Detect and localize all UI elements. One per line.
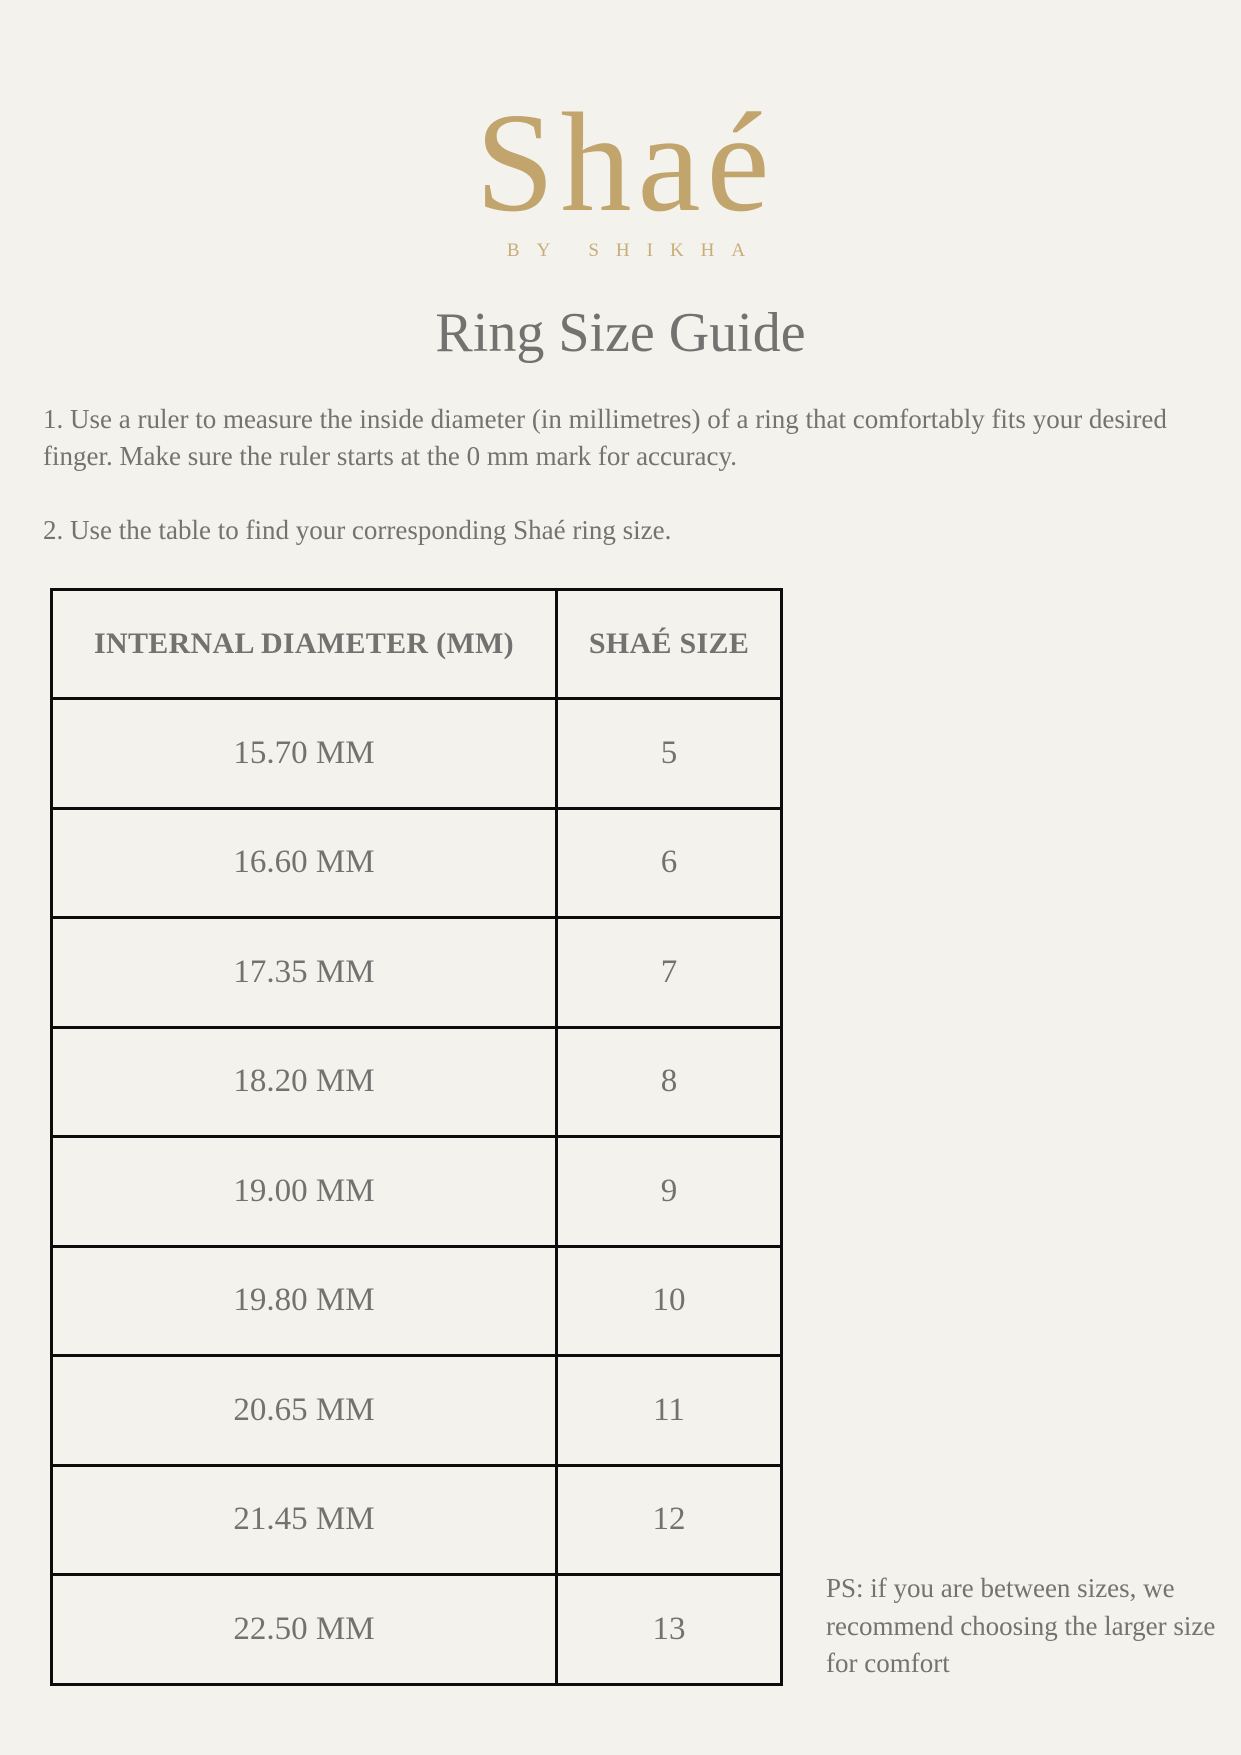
table-row bbox=[52, 808, 782, 918]
diameter-cell: 20.65 MM bbox=[52, 1356, 557, 1466]
size-cell: 9 bbox=[557, 1137, 782, 1247]
size-cell: 6 bbox=[557, 808, 782, 918]
size-cell: 11 bbox=[557, 1356, 782, 1466]
size-cell: 7 bbox=[557, 918, 782, 1028]
diameter-cell: 15.70 MM bbox=[52, 699, 557, 809]
page-title: Ring Size Guide bbox=[435, 302, 806, 364]
logo-tagline: BY SHIKHA bbox=[506, 240, 763, 261]
instruction-step-1: 1. Use a ruler to measure the inside diameter (in millimetres) of a ring that comfortably fits your desired finger. Make sure the ruler starts at the 0 mm mark for accuracy. bbox=[43, 404, 1167, 471]
instruction-step-2: 2. Use the table to find your corresponding Shaé ring size. bbox=[43, 515, 672, 545]
header-internal-diameter: INTERNAL DIAMETER (MM) bbox=[52, 590, 557, 699]
ring-size-table bbox=[50, 588, 783, 1686]
diameter-cell: 22.50 MM bbox=[52, 1575, 557, 1685]
size-cell: 8 bbox=[557, 1027, 782, 1137]
table-header-row bbox=[52, 590, 782, 699]
table-row bbox=[52, 918, 782, 1028]
size-cell: 5 bbox=[557, 699, 782, 809]
table-row bbox=[52, 1137, 782, 1247]
instructions bbox=[43, 401, 1203, 549]
table-row bbox=[52, 1027, 782, 1137]
table-row bbox=[52, 1575, 782, 1685]
diameter-cell: 17.35 MM bbox=[52, 918, 557, 1028]
brand-logo bbox=[0, 83, 1241, 262]
size-cell: 12 bbox=[557, 1465, 782, 1575]
table-row bbox=[52, 1465, 782, 1575]
sizing-tip-note: PS: if you are between sizes, we recommend choosing the larger size for comfort bbox=[826, 1573, 1216, 1678]
table-row bbox=[52, 1246, 782, 1356]
diameter-cell: 16.60 MM bbox=[52, 808, 557, 918]
size-cell: 13 bbox=[557, 1575, 782, 1685]
logo-wordmark: Shaé bbox=[475, 83, 776, 241]
diameter-cell: 21.45 MM bbox=[52, 1465, 557, 1575]
diameter-cell: 19.80 MM bbox=[52, 1246, 557, 1356]
diameter-cell: 19.00 MM bbox=[52, 1137, 557, 1247]
diameter-cell: 18.20 MM bbox=[52, 1027, 557, 1137]
table-row bbox=[52, 699, 782, 809]
header-shae-size: SHAÉ SIZE bbox=[557, 590, 782, 699]
table-row bbox=[52, 1356, 782, 1466]
size-cell: 10 bbox=[557, 1246, 782, 1356]
